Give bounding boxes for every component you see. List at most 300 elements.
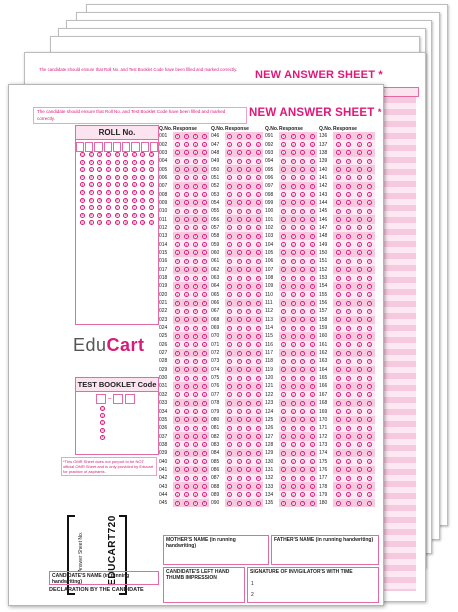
option-bubble[interactable]: 4	[203, 367, 206, 372]
option-bubble[interactable]: 4	[311, 225, 314, 230]
option-bubble[interactable]: 4	[368, 284, 371, 289]
roll-digit-bubble[interactable]: 3	[107, 175, 110, 180]
option-bubble[interactable]: 1	[337, 167, 340, 172]
option-bubble[interactable]: 2	[347, 150, 350, 155]
option-bubble[interactable]: 1	[282, 426, 285, 431]
option-bubble[interactable]: 4	[311, 492, 314, 497]
option-bubble[interactable]: 4	[203, 434, 206, 439]
option-bubble[interactable]: 4	[311, 292, 314, 297]
option-bubble[interactable]: 1	[228, 267, 231, 272]
option-bubble[interactable]: 1	[282, 276, 285, 281]
option-bubble[interactable]: 4	[257, 234, 260, 239]
option-bubble[interactable]: 4	[257, 284, 260, 289]
option-bubble[interactable]: 1	[176, 309, 179, 314]
option-bubble[interactable]: 2	[292, 209, 295, 214]
option-bubble[interactable]: 3	[194, 384, 197, 389]
option-bubble[interactable]: 2	[185, 359, 188, 364]
option-bubble[interactable]: 1	[337, 184, 340, 189]
option-bubble[interactable]: 1	[228, 376, 231, 381]
option-bubble[interactable]: 1	[282, 484, 285, 489]
option-bubble[interactable]: 4	[311, 467, 314, 472]
option-bubble[interactable]: 1	[228, 442, 231, 447]
option-bubble[interactable]: 4	[257, 276, 260, 281]
option-bubble[interactable]: 4	[203, 292, 206, 297]
option-bubble[interactable]: 4	[311, 301, 314, 306]
option-bubble[interactable]: 2	[292, 259, 295, 264]
option-bubble[interactable]: 1	[228, 434, 231, 439]
option-bubble[interactable]: 1	[176, 225, 179, 230]
candidate-name-field[interactable]: CANDIDATE'S NAME (in running handwriting)	[49, 571, 159, 585]
option-bubble[interactable]: 1	[282, 367, 285, 372]
option-bubble[interactable]: 3	[358, 459, 361, 464]
option-bubble[interactable]: 1	[337, 484, 340, 489]
roll-digit-bubble[interactable]: 7	[116, 205, 118, 210]
option-bubble[interactable]: 3	[194, 426, 197, 431]
option-bubble[interactable]: 3	[194, 134, 197, 139]
option-bubble[interactable]: 1	[337, 150, 340, 155]
roll-digit-bubble[interactable]: 0	[141, 152, 144, 157]
option-bubble[interactable]: 3	[358, 134, 361, 139]
option-bubble[interactable]: 3	[301, 284, 304, 289]
option-bubble[interactable]: 2	[347, 292, 350, 297]
option-bubble[interactable]: 4	[257, 184, 260, 189]
option-bubble[interactable]: 4	[203, 351, 206, 356]
option-bubble[interactable]: 3	[358, 484, 361, 489]
roll-digit-bubble[interactable]: 8	[81, 213, 84, 218]
option-bubble[interactable]: 1	[176, 159, 179, 164]
option-bubble[interactable]: 4	[257, 301, 260, 306]
option-bubble[interactable]: 2	[347, 317, 350, 322]
option-bubble[interactable]: 4	[257, 250, 260, 255]
option-bubble[interactable]: 1	[228, 134, 231, 139]
option-bubble[interactable]: 1	[176, 142, 179, 147]
roll-digit-bubble[interactable]: 5	[107, 190, 110, 195]
option-bubble[interactable]: 2	[347, 209, 350, 214]
option-bubble[interactable]: 2	[347, 367, 350, 372]
option-bubble[interactable]: 2	[185, 376, 188, 381]
option-bubble[interactable]: 1	[228, 225, 231, 230]
roll-digit-bubble[interactable]: 2	[81, 167, 84, 172]
option-bubble[interactable]: 4	[311, 367, 314, 372]
option-bubble[interactable]: 4	[257, 467, 260, 472]
option-bubble[interactable]: 3	[194, 167, 197, 172]
option-bubble[interactable]: 2	[347, 392, 350, 397]
option-bubble[interactable]: 3	[247, 234, 250, 239]
roll-digit-bubble[interactable]: 0	[107, 152, 110, 157]
option-bubble[interactable]: 3	[194, 442, 197, 447]
option-bubble[interactable]: 2	[347, 267, 350, 272]
option-bubble[interactable]: 1	[282, 334, 285, 339]
roll-digit-bubble[interactable]: 2	[150, 167, 153, 172]
option-bubble[interactable]: 3	[247, 134, 250, 139]
option-bubble[interactable]: 4	[203, 417, 206, 422]
option-bubble[interactable]: 4	[311, 459, 314, 464]
option-bubble[interactable]: 1	[282, 292, 285, 297]
option-bubble[interactable]: 1	[337, 359, 340, 364]
option-bubble[interactable]: 4	[368, 467, 371, 472]
option-bubble[interactable]: 3	[194, 376, 197, 381]
option-bubble[interactable]: 3	[247, 150, 250, 155]
option-bubble[interactable]: 4	[257, 376, 260, 381]
option-bubble[interactable]: 1	[282, 501, 285, 506]
roll-digit-bubble[interactable]: 5	[150, 190, 153, 195]
roll-digit-bubble[interactable]: 1	[133, 160, 136, 165]
roll-digit-bubble[interactable]: 4	[150, 182, 153, 187]
option-bubble[interactable]: 3	[194, 409, 197, 414]
option-bubble[interactable]: 2	[238, 367, 241, 372]
option-bubble[interactable]: 3	[247, 384, 250, 389]
option-bubble[interactable]: 1	[282, 417, 285, 422]
option-bubble[interactable]: 2	[347, 309, 350, 314]
option-bubble[interactable]: 3	[247, 317, 250, 322]
option-bubble[interactable]: 3	[247, 451, 250, 456]
option-bubble[interactable]: 1	[282, 451, 285, 456]
option-bubble[interactable]: 2	[292, 242, 295, 247]
option-bubble[interactable]: 2	[292, 142, 295, 147]
option-bubble[interactable]: 4	[257, 334, 260, 339]
option-bubble[interactable]: 4	[257, 417, 260, 422]
option-bubble[interactable]: 2	[185, 276, 188, 281]
option-bubble[interactable]: 2	[185, 159, 188, 164]
roll-digit-bubble[interactable]: 8	[116, 213, 118, 218]
option-bubble[interactable]: 4	[368, 392, 371, 397]
roll-digit-bubble[interactable]: 2	[141, 167, 144, 172]
option-bubble[interactable]: 3	[358, 192, 361, 197]
option-bubble[interactable]: 2	[347, 334, 350, 339]
option-bubble[interactable]: 2	[185, 142, 188, 147]
option-bubble[interactable]: 2	[238, 267, 241, 272]
option-bubble[interactable]: 1	[282, 409, 285, 414]
option-bubble[interactable]: 3	[247, 192, 250, 197]
option-bubble[interactable]: 1	[337, 376, 340, 381]
option-bubble[interactable]: 3	[358, 367, 361, 372]
option-bubble[interactable]: 3	[301, 209, 304, 214]
option-bubble[interactable]: 4	[368, 317, 371, 322]
option-bubble[interactable]: 2	[238, 326, 241, 331]
option-bubble[interactable]: 4	[203, 342, 206, 347]
option-bubble[interactable]: 4	[203, 426, 206, 431]
option-bubble[interactable]: 3	[194, 292, 197, 297]
roll-digit-bubble[interactable]: 0	[98, 152, 101, 157]
option-bubble[interactable]: 4	[203, 242, 206, 247]
option-bubble[interactable]: 4	[203, 392, 206, 397]
option-bubble[interactable]: 1	[337, 284, 340, 289]
option-bubble[interactable]: 1	[176, 242, 179, 247]
option-bubble[interactable]: 3	[301, 501, 304, 506]
option-bubble[interactable]: 2	[185, 417, 188, 422]
option-bubble[interactable]: 3	[247, 167, 250, 172]
option-bubble[interactable]: 2	[292, 434, 295, 439]
option-bubble[interactable]: 3	[194, 242, 197, 247]
option-bubble[interactable]: 2	[292, 217, 295, 222]
roll-digit-bubble[interactable]: 4	[98, 182, 101, 187]
option-bubble[interactable]: 2	[347, 217, 350, 222]
roll-digit-bubble[interactable]: 5	[141, 190, 144, 195]
option-bubble[interactable]: 2	[238, 359, 241, 364]
option-bubble[interactable]: 4	[311, 317, 314, 322]
option-bubble[interactable]: 4	[257, 476, 260, 481]
option-bubble[interactable]: 1	[228, 401, 231, 406]
option-bubble[interactable]: 1	[337, 309, 340, 314]
option-bubble[interactable]: 3	[358, 401, 361, 406]
option-bubble[interactable]: 2	[185, 184, 188, 189]
option-bubble[interactable]: 4	[368, 359, 371, 364]
booklet-code-bubble[interactable]: 1	[101, 413, 104, 418]
option-bubble[interactable]: 4	[368, 309, 371, 314]
option-bubble[interactable]: 3	[301, 351, 304, 356]
option-bubble[interactable]: 1	[337, 276, 340, 281]
option-bubble[interactable]: 4	[368, 184, 371, 189]
option-bubble[interactable]: 3	[301, 134, 304, 139]
option-bubble[interactable]: 2	[238, 409, 241, 414]
option-bubble[interactable]: 2	[238, 451, 241, 456]
option-bubble[interactable]: 2	[238, 467, 241, 472]
option-bubble[interactable]: 4	[203, 501, 206, 506]
option-bubble[interactable]: 1	[337, 409, 340, 414]
option-bubble[interactable]: 1	[337, 367, 340, 372]
option-bubble[interactable]: 1	[228, 459, 231, 464]
option-bubble[interactable]: 1	[282, 301, 285, 306]
option-bubble[interactable]: 4	[203, 250, 206, 255]
option-bubble[interactable]: 4	[311, 484, 314, 489]
option-bubble[interactable]: 2	[238, 225, 241, 230]
option-bubble[interactable]: 3	[247, 417, 250, 422]
roll-digit-bubble[interactable]: 3	[116, 175, 118, 180]
option-bubble[interactable]: 1	[228, 209, 231, 214]
option-bubble[interactable]: 2	[238, 242, 241, 247]
roll-digit-bubble[interactable]: 0	[133, 152, 136, 157]
option-bubble[interactable]: 4	[203, 150, 206, 155]
option-bubble[interactable]: 4	[368, 301, 371, 306]
booklet-code-cell[interactable]	[125, 394, 135, 404]
roll-digit-bubble[interactable]: 8	[107, 213, 110, 218]
option-bubble[interactable]: 3	[301, 417, 304, 422]
option-bubble[interactable]: 1	[228, 359, 231, 364]
booklet-code-bubble[interactable]: 3	[101, 428, 104, 433]
option-bubble[interactable]: 1	[282, 200, 285, 205]
roll-digit-bubble[interactable]: 3	[124, 175, 127, 180]
roll-digit-bubble[interactable]: 3	[150, 175, 153, 180]
option-bubble[interactable]: 3	[194, 150, 197, 155]
option-bubble[interactable]: 3	[247, 267, 250, 272]
option-bubble[interactable]: 3	[358, 392, 361, 397]
option-bubble[interactable]: 4	[203, 217, 206, 222]
option-bubble[interactable]: 2	[238, 392, 241, 397]
option-bubble[interactable]: 2	[238, 376, 241, 381]
option-bubble[interactable]: 2	[185, 501, 188, 506]
roll-digit-bubble[interactable]: 7	[81, 205, 84, 210]
option-bubble[interactable]: 1	[282, 392, 285, 397]
option-bubble[interactable]: 2	[347, 276, 350, 281]
option-bubble[interactable]: 1	[228, 242, 231, 247]
option-bubble[interactable]: 3	[301, 175, 304, 180]
option-bubble[interactable]: 4	[203, 284, 206, 289]
option-bubble[interactable]: 2	[292, 459, 295, 464]
option-bubble[interactable]: 3	[301, 334, 304, 339]
option-bubble[interactable]: 1	[228, 426, 231, 431]
roll-digit-cell[interactable]	[113, 142, 121, 152]
option-bubble[interactable]: 3	[247, 434, 250, 439]
roll-digit-bubble[interactable]: 9	[150, 220, 153, 225]
roll-digit-bubble[interactable]: 8	[141, 213, 144, 218]
option-bubble[interactable]: 2	[185, 150, 188, 155]
option-bubble[interactable]: 2	[185, 442, 188, 447]
roll-digit-cell[interactable]	[85, 142, 93, 152]
option-bubble[interactable]: 2	[238, 142, 241, 147]
option-bubble[interactable]: 3	[247, 309, 250, 314]
option-bubble[interactable]: 4	[368, 409, 371, 414]
option-bubble[interactable]: 3	[358, 150, 361, 155]
option-bubble[interactable]: 4	[311, 326, 314, 331]
option-bubble[interactable]: 3	[194, 175, 197, 180]
option-bubble[interactable]: 1	[176, 467, 179, 472]
option-bubble[interactable]: 4	[203, 334, 206, 339]
option-bubble[interactable]: 1	[228, 326, 231, 331]
option-bubble[interactable]: 3	[247, 175, 250, 180]
option-bubble[interactable]: 4	[257, 142, 260, 147]
option-bubble[interactable]: 1	[282, 259, 285, 264]
option-bubble[interactable]: 2	[347, 342, 350, 347]
option-bubble[interactable]: 1	[176, 150, 179, 155]
option-bubble[interactable]: 4	[257, 217, 260, 222]
option-bubble[interactable]: 2	[347, 301, 350, 306]
option-bubble[interactable]: 4	[311, 192, 314, 197]
option-bubble[interactable]: 3	[301, 467, 304, 472]
option-bubble[interactable]: 4	[311, 342, 314, 347]
option-bubble[interactable]: 4	[311, 276, 314, 281]
option-bubble[interactable]: 2	[185, 242, 188, 247]
option-bubble[interactable]: 1	[176, 200, 179, 205]
option-bubble[interactable]: 3	[358, 309, 361, 314]
option-bubble[interactable]: 4	[368, 417, 371, 422]
option-bubble[interactable]: 3	[301, 484, 304, 489]
option-bubble[interactable]: 2	[185, 225, 188, 230]
option-bubble[interactable]: 1	[176, 250, 179, 255]
option-bubble[interactable]: 4	[257, 167, 260, 172]
option-bubble[interactable]: 2	[238, 492, 241, 497]
option-bubble[interactable]: 1	[176, 301, 179, 306]
option-bubble[interactable]: 2	[238, 309, 241, 314]
roll-digit-bubble[interactable]: 6	[116, 198, 118, 203]
option-bubble[interactable]: 2	[238, 401, 241, 406]
option-bubble[interactable]: 1	[337, 501, 340, 506]
option-bubble[interactable]: 1	[176, 384, 179, 389]
option-bubble[interactable]: 2	[347, 175, 350, 180]
option-bubble[interactable]: 2	[347, 184, 350, 189]
option-bubble[interactable]: 3	[301, 392, 304, 397]
option-bubble[interactable]: 4	[257, 292, 260, 297]
option-bubble[interactable]: 4	[311, 209, 314, 214]
option-bubble[interactable]: 2	[185, 351, 188, 356]
option-bubble[interactable]: 1	[176, 267, 179, 272]
option-bubble[interactable]: 1	[282, 309, 285, 314]
option-bubble[interactable]: 4	[257, 459, 260, 464]
option-bubble[interactable]: 3	[358, 492, 361, 497]
option-bubble[interactable]: 4	[203, 317, 206, 322]
option-bubble[interactable]: 4	[257, 192, 260, 197]
option-bubble[interactable]: 3	[358, 501, 361, 506]
option-bubble[interactable]: 2	[185, 459, 188, 464]
option-bubble[interactable]: 2	[185, 384, 188, 389]
option-bubble[interactable]: 2	[292, 167, 295, 172]
roll-digit-cell[interactable]	[122, 142, 130, 152]
option-bubble[interactable]: 3	[247, 209, 250, 214]
option-bubble[interactable]: 3	[194, 359, 197, 364]
option-bubble[interactable]: 2	[238, 434, 241, 439]
option-bubble[interactable]: 3	[358, 476, 361, 481]
option-bubble[interactable]: 1	[282, 267, 285, 272]
option-bubble[interactable]: 2	[347, 459, 350, 464]
option-bubble[interactable]: 3	[301, 317, 304, 322]
option-bubble[interactable]: 3	[301, 342, 304, 347]
option-bubble[interactable]: 2	[292, 184, 295, 189]
thumb-impression-box[interactable]: CANDIDATE'S LEFT HAND THUMB IMPRESSION	[163, 567, 245, 603]
roll-digit-bubble[interactable]: 8	[150, 213, 153, 218]
option-bubble[interactable]: 1	[176, 476, 179, 481]
option-bubble[interactable]: 3	[301, 367, 304, 372]
option-bubble[interactable]: 2	[238, 159, 241, 164]
roll-digit-cell[interactable]	[131, 142, 139, 152]
option-bubble[interactable]: 3	[194, 159, 197, 164]
option-bubble[interactable]: 1	[228, 451, 231, 456]
option-bubble[interactable]: 3	[301, 376, 304, 381]
option-bubble[interactable]: 2	[292, 225, 295, 230]
option-bubble[interactable]: 3	[358, 342, 361, 347]
option-bubble[interactable]: 1	[176, 284, 179, 289]
option-bubble[interactable]: 2	[238, 209, 241, 214]
option-bubble[interactable]: 4	[203, 259, 206, 264]
option-bubble[interactable]: 1	[228, 150, 231, 155]
option-bubble[interactable]: 4	[311, 359, 314, 364]
option-bubble[interactable]: 3	[194, 459, 197, 464]
option-bubble[interactable]: 4	[203, 401, 206, 406]
option-bubble[interactable]: 3	[358, 376, 361, 381]
option-bubble[interactable]: 1	[228, 342, 231, 347]
option-bubble[interactable]: 3	[247, 142, 250, 147]
option-bubble[interactable]: 4	[257, 175, 260, 180]
option-bubble[interactable]: 3	[194, 467, 197, 472]
option-bubble[interactable]: 4	[203, 209, 206, 214]
option-bubble[interactable]: 3	[194, 484, 197, 489]
option-bubble[interactable]: 3	[247, 459, 250, 464]
option-bubble[interactable]: 1	[228, 317, 231, 322]
option-bubble[interactable]: 2	[238, 292, 241, 297]
option-bubble[interactable]: 1	[337, 234, 340, 239]
option-bubble[interactable]: 4	[257, 159, 260, 164]
roll-digit-cell[interactable]	[94, 142, 102, 152]
option-bubble[interactable]: 4	[368, 434, 371, 439]
option-bubble[interactable]: 2	[185, 434, 188, 439]
option-bubble[interactable]: 4	[203, 326, 206, 331]
option-bubble[interactable]: 3	[247, 326, 250, 331]
option-bubble[interactable]: 4	[311, 200, 314, 205]
option-bubble[interactable]: 4	[257, 484, 260, 489]
option-bubble[interactable]: 4	[368, 401, 371, 406]
option-bubble[interactable]: 3	[358, 167, 361, 172]
option-bubble[interactable]: 2	[292, 200, 295, 205]
option-bubble[interactable]: 3	[301, 426, 304, 431]
option-bubble[interactable]: 4	[368, 150, 371, 155]
option-bubble[interactable]: 4	[311, 284, 314, 289]
option-bubble[interactable]: 1	[228, 234, 231, 239]
option-bubble[interactable]: 1	[337, 342, 340, 347]
option-bubble[interactable]: 4	[368, 217, 371, 222]
option-bubble[interactable]: 2	[292, 359, 295, 364]
option-bubble[interactable]: 1	[337, 492, 340, 497]
option-bubble[interactable]: 3	[247, 401, 250, 406]
option-bubble[interactable]: 4	[257, 426, 260, 431]
roll-digit-cell[interactable]	[141, 142, 149, 152]
